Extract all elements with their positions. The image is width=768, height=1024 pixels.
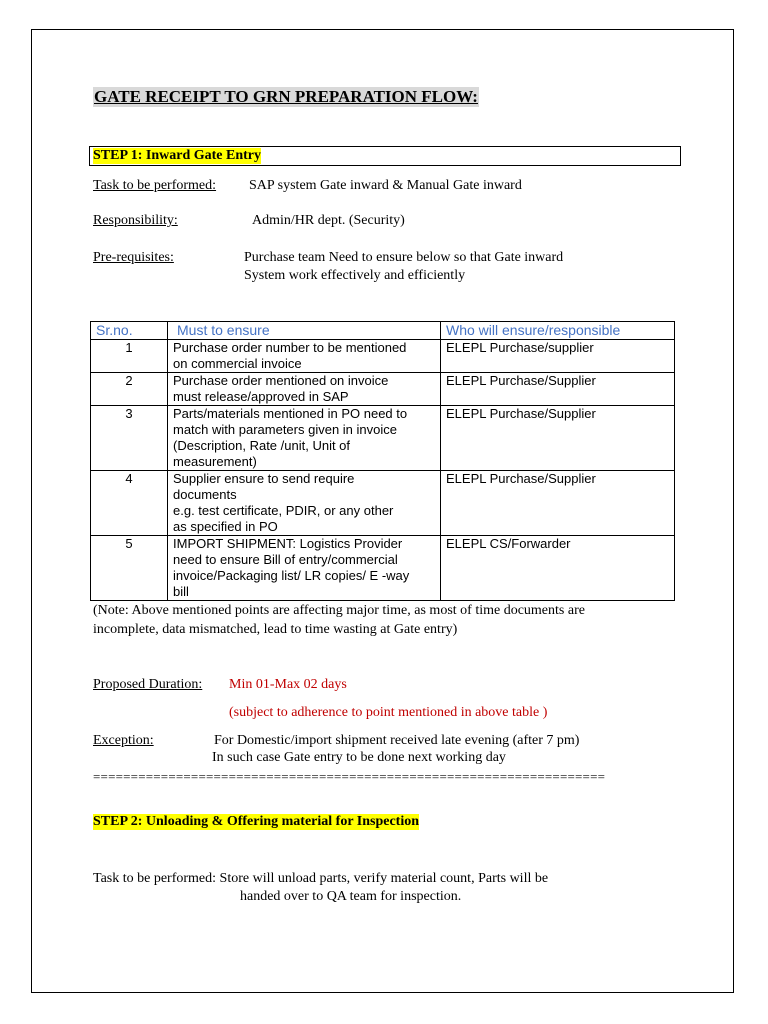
- task-label: Task to be performed:: [93, 178, 217, 193]
- prereq-label: Pre-requisites:: [93, 250, 174, 265]
- row-responsible: ELEPL Purchase/supplier: [441, 340, 675, 373]
- row-responsible: ELEPL Purchase/Supplier: [441, 406, 675, 471]
- row-number: 1: [91, 340, 168, 373]
- row-must-ensure: [168, 471, 441, 536]
- row-number: 3: [91, 406, 168, 471]
- step2-task-line2: handed over to QA team for inspection.: [240, 889, 462, 904]
- note-line1: (Note: Above mentioned points are affecting major time, as most of time documents are: [93, 603, 585, 618]
- row-responsible: ELEPL Purchase/Supplier: [441, 373, 675, 406]
- exception-line2: In such case Gate entry to be done next working day: [212, 750, 506, 765]
- ensure-line: measurement): [173, 454, 257, 469]
- exception-label: Exception:: [93, 733, 154, 748]
- row-number: 2: [91, 373, 168, 406]
- prereq-line2: System work effectively and efficiently: [244, 268, 466, 283]
- row-must-ensure: [168, 373, 441, 406]
- row-must-ensure: [168, 340, 441, 373]
- ensure-line: Purchase order mentioned on invoice: [173, 373, 389, 388]
- separator-line: ====================================================================: [93, 769, 606, 784]
- table-row: [91, 340, 675, 373]
- ensure-line: Purchase order number to be mentioned: [173, 340, 407, 355]
- step2-heading: STEP 2: Unloading & Offering material for Inspection: [93, 814, 420, 829]
- note-line2: incomplete, data mismatched, lead to time wasting at Gate entry): [93, 622, 458, 637]
- header-srno: Sr.no.: [91, 322, 168, 340]
- requirements-table: [90, 321, 675, 601]
- ensure-line: must release/approved in SAP: [173, 389, 349, 404]
- table-header-row: [91, 322, 675, 340]
- exception-line1: For Domestic/import shipment received late evening (after 7 pm): [214, 733, 580, 748]
- ensure-line: Parts/materials mentioned in PO need to: [173, 406, 408, 421]
- ensure-line: as specified in PO: [173, 519, 278, 534]
- table-row: [91, 373, 675, 406]
- ensure-line: documents: [173, 487, 237, 502]
- row-must-ensure: [168, 536, 441, 601]
- row-number: 5: [91, 536, 168, 601]
- table-row: [91, 406, 675, 471]
- header-must-ensure: Must to ensure: [168, 322, 441, 340]
- ensure-line: Supplier ensure to send require: [173, 471, 355, 486]
- row-responsible: ELEPL CS/Forwarder: [441, 536, 675, 601]
- header-who: Who will ensure/responsible: [441, 322, 675, 340]
- task-value: SAP system Gate inward & Manual Gate inward: [249, 178, 522, 193]
- table-row: [91, 536, 675, 601]
- step2-task-line1: Task to be performed: Store will unload parts, verify material count, Parts will be: [93, 871, 549, 886]
- ensure-line: bill: [173, 584, 189, 599]
- document-title: GATE RECEIPT TO GRN PREPARATION FLOW:: [94, 87, 478, 106]
- duration-label: Proposed Duration:: [93, 677, 203, 692]
- row-responsible: ELEPL Purchase/Supplier: [441, 471, 675, 536]
- ensure-line: IMPORT SHIPMENT: Logistics Provider: [173, 536, 403, 551]
- prereq-line1: Purchase team Need to ensure below so that Gate inward: [244, 250, 564, 265]
- step1-heading: STEP 1: Inward Gate Entry: [93, 148, 262, 163]
- row-must-ensure: [168, 406, 441, 471]
- duration-subtext: (subject to adherence to point mentioned in above table ): [229, 705, 548, 720]
- responsibility-value: Admin/HR dept. (Security): [252, 213, 405, 228]
- ensure-line: invoice/Packaging list/ LR copies/ E -way: [173, 568, 410, 583]
- duration-value: Min 01-Max 02 days: [229, 677, 347, 692]
- responsibility-label: Responsibility:: [93, 213, 178, 228]
- ensure-line: need to ensure Bill of entry/commercial: [173, 552, 398, 567]
- table-row: [91, 471, 675, 536]
- row-number: 4: [91, 471, 168, 536]
- ensure-line: match with parameters given in invoice: [173, 422, 397, 437]
- ensure-line: (Description, Rate /unit, Unit of: [173, 438, 351, 453]
- ensure-line: e.g. test certificate, PDIR, or any other: [173, 503, 394, 518]
- ensure-line: on commercial invoice: [173, 356, 302, 371]
